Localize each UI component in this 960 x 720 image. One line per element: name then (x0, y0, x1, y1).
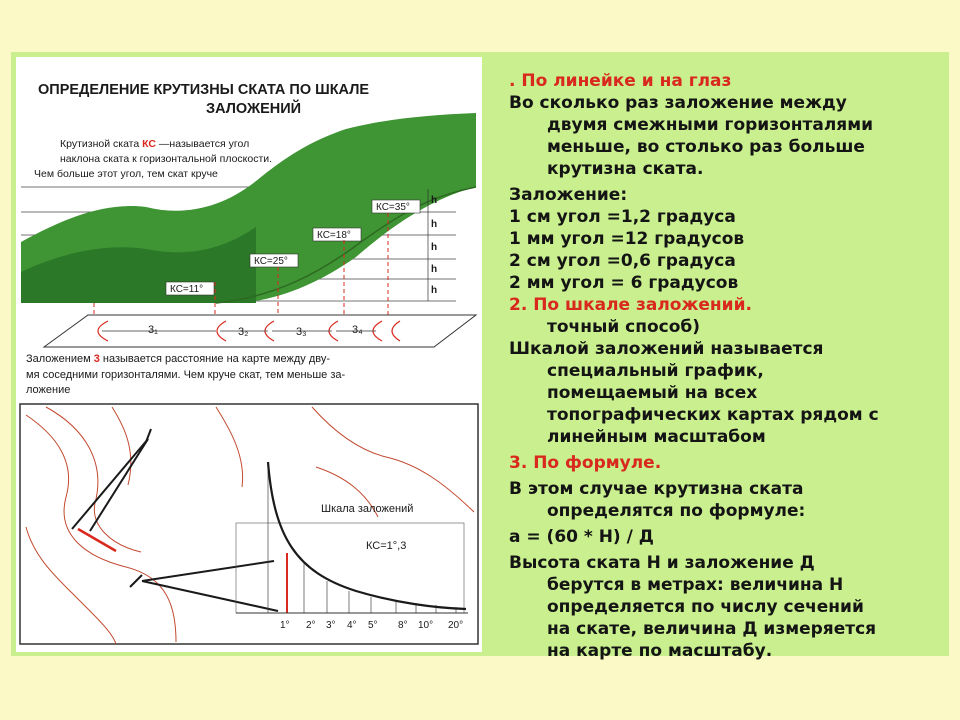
method2-paragraph-line2: специальный график, (547, 361, 764, 381)
scale-tick-8: 8° (398, 620, 408, 631)
scale-tick-3: 3° (326, 620, 336, 631)
scale-tick-1: 1° (280, 620, 290, 631)
slope-def-lead: Крутизной ската (60, 138, 143, 150)
slope-def-rest: —называется угол (156, 138, 250, 150)
scale-tick-4: 4° (347, 620, 357, 631)
method3-paragraph2-line3: определяется по числу сечений (547, 597, 864, 617)
angle-label-1: КС=11° (170, 284, 204, 295)
map-frame (20, 404, 478, 644)
scale-tick-5: 5° (368, 620, 378, 631)
h-label-3: h (431, 242, 438, 253)
diagram-title-line2: ЗАЛОЖЕНИЙ (206, 101, 302, 117)
scale-tick-20: 20° (448, 620, 464, 631)
z-label-2: 3₂ (238, 326, 249, 338)
method1-paragraph-first: Во сколько раз заложение между (509, 93, 847, 113)
method3-paragraph2-line2: берутся в метрах: величина Н (547, 575, 844, 595)
method3-paragraph2-line4: на скате, величина Д измеряется (547, 619, 877, 639)
zalozhenie-item-1: 1 см угол =1,2 градуса (509, 207, 736, 227)
angle-label-4: КС=35° (376, 202, 410, 213)
slope-def-ks: КС (142, 138, 156, 150)
method2-paragraph-line3: помещаемый на всех (547, 383, 758, 403)
h-label-2: h (431, 219, 438, 230)
diagram-panel (16, 57, 482, 652)
h-label-1: h (431, 195, 438, 206)
slope-definition-line3: Чем больше этот угол, тем скат круче (34, 168, 218, 180)
method1-paragraph-line2: двумя смежными горизонталями (547, 115, 874, 135)
z-label-3: 3₃ (296, 326, 307, 338)
method2-paragraph-first: Шкалой заложений называется (509, 339, 824, 359)
method1-title: . По линейке и на глаз (509, 71, 732, 91)
slope-diagram (16, 57, 482, 652)
height-markers (428, 189, 437, 301)
zalozhenie-definition-line3: ложение (26, 384, 71, 396)
z-label-4: 3₄ (352, 324, 363, 336)
method2-title: 2. По шкале заложений. (509, 295, 752, 315)
method2-paragraph-line4: топографических картах рядом с (547, 405, 879, 425)
method3-title: 3. По формуле. (509, 453, 662, 473)
h-label-5: h (431, 285, 438, 296)
zal-def-z: 3 (93, 353, 100, 365)
method1-paragraph-line3: меньше, во столько раз больше (547, 137, 865, 157)
scale-tick-10: 10° (418, 620, 434, 631)
zalozhenie-item-4: 2 мм угол = 6 градусов (509, 273, 739, 293)
slope-definition-line2: наклона ската к горизонтальной плоскости. (60, 153, 273, 165)
scale-tick-2: 2° (306, 620, 316, 631)
method3-paragraph2-first: Высота ската Н и заложение Д (509, 553, 815, 573)
method3-paragraph-first: В этом случае крутизна ската (509, 479, 804, 499)
scale-ks-label: КС=1°,3 (366, 540, 407, 552)
diagram-title-line1: ОПРЕДЕЛЕНИЕ КРУТИЗНЫ СКАТА ПО ШКАЛЕ (38, 82, 370, 98)
method2-paragraph-line5: линейным масштабом (547, 427, 766, 447)
angle-label-3: КС=18° (317, 230, 351, 241)
angle-label-2: КС=25° (254, 256, 288, 267)
method1-paragraph-line4: крутизна ската. (547, 159, 704, 179)
zalozhenie-definition-line2: мя соседними горизонталями. Чем круче скат, тем меньше за- (26, 369, 346, 381)
method2-subtitle: точный способ) (547, 317, 701, 337)
zalozhenie-definition-line1 (26, 353, 330, 365)
zal-def-rest: называется расстояние на карте между дву- (99, 353, 331, 365)
method3-paragraph2-line5: на карте по масштабу. (547, 641, 773, 661)
text-column (509, 70, 945, 662)
zalozhenie-heading: Заложение: (509, 185, 628, 205)
formula: a = (60 * Н) / Д (509, 527, 654, 547)
zalozhenie-item-2: 1 мм угол =12 градусов (509, 229, 745, 249)
zalozhenie-item-3: 2 см угол =0,6 градуса (509, 251, 736, 271)
scale-title: Шкала заложений (321, 503, 414, 515)
method3-paragraph-line2: определятся по формуле: (547, 501, 806, 521)
z-label-1: 3₁ (148, 324, 158, 336)
h-label-4: h (431, 264, 438, 275)
zal-def-lead: Заложением (26, 353, 94, 365)
slope-definition-line1 (60, 138, 249, 150)
